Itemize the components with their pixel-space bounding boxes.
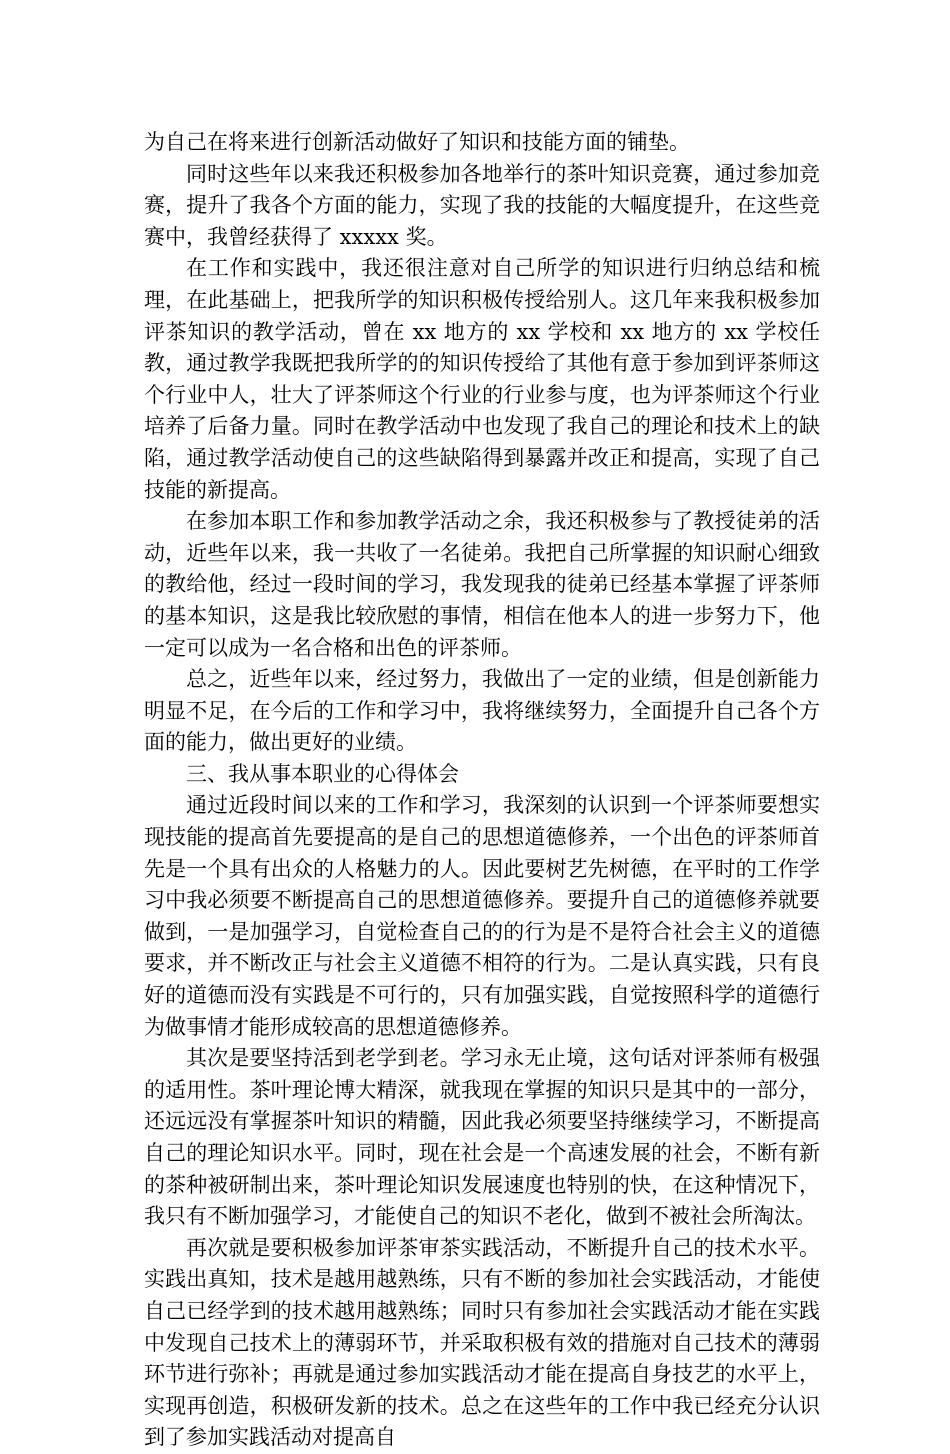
paragraph-5: 总之，近些年以来，经过努力，我做出了一定的业绩，但是创新能力明显不足，在今后的工作和学习中，我将继续努力，全面提升自己各个方面的能力，做出更好的业绩。 xyxy=(144,667,820,755)
paragraph-3: 在工作和实践中，我还很注意对自己所学的知识进行归纳总结和梳理，在此基础上，把我所学的知识积极传授给别人。这几年来我积极参加评茶知识的教学活动，曾在 xx 地方的 xx 学校和 xx 地方的 xx 学校任教，通过教学我既把我所学的的知识传授给了其他有意于参加到评茶师这个行业中人，壮大了评茶师这个行业的行业参与度，也为评茶师这个行业培养了后备力量。同时在教学活动中也发现了我自己的理论和技术上的缺陷，通过教学活动使自己的这些缺陷得到暴露并改正和提高，实现了自己技能的新提高。 xyxy=(144,256,820,502)
paragraph-9: 再次就是要积极参加评茶审茶实践活动，不断提升自己的技术水平。实践出真知，技术是越用越熟练，只有不断的参加社会实践活动，才能使自己已经学到的技术越用越熟练；同时只有参加社会实践活动才能在实践中发现自己技术上的薄弱环节，并采取积极有效的措施对自己技术的薄弱环节进行弥补；再就是通过参加实践活动才能在提高自身技艺的水平上，实现再创造，积极研发新的技术。总之在这些年的工作中我已经充分认识到了参加实践活动对提高自 xyxy=(144,1235,820,1450)
paragraph-4: 在参加本职工作和参加教学活动之余，我还积极参与了教授徒弟的活动，近些年以来，我一共收了一名徒弟。我把自己所掌握的知识耐心细致的教给他，经过一段时间的学习，我发现我的徒弟已经基本掌握了评茶师的基本知识，这是我比较欣慰的事情，相信在他本人的进一步努力下，他一定可以成为一名合格和出色的评茶师。 xyxy=(144,509,820,660)
document-body xyxy=(144,127,820,1454)
section-heading: 三、我从事本职业的心得体会 xyxy=(186,761,459,786)
paragraph-1: 为自己在将来进行创新活动做好了知识和技能方面的铺垫。 xyxy=(144,130,690,154)
paragraph-8: 其次是要坚持活到老学到老。学习永无止境，这句话对评茶师有极强的适用性。茶叶理论博大精深，就我现在掌握的知识只是其中的一部分，还远远没有掌握茶叶知识的精髓，因此我必须要坚持继续学习，不断提高自己的理论知识水平。同时，现在社会是一个高速发展的社会，不断有新的茶种被研制出来，茶叶理论知识发展速度也特别的快，在这种情况下，我只有不断加强学习，才能使自己的知识不老化，做到不被社会所淘汰。 xyxy=(144,1046,820,1229)
paragraph-2: 同时这些年以来我还积极参加各地举行的茶叶知识竞赛，通过参加竞赛，提升了我各个方面的能力，实现了我的技能的大幅度提升，在这些竞赛中，我曾经获得了 xxxxx 奖。 xyxy=(144,161,820,249)
paragraph-7: 通过近段时间以来的工作和学习，我深刻的认识到一个评茶师要想实现技能的提高首先要提高的是自己的思想道德修养，一个出色的评茶师首先是一个具有出众的人格魅力的人。因此要树艺先树德，在平时的工作学习中我必须要不断提高自己的思想道德修养。要提升自己的道德修养就要做到，一是加强学习，自觉检查自己的的行为是不是符合社会主义的道德要求，并不断改正与社会主义道德不相符的行为。二是认真实践，只有良好的道德而没有实践是不可行的，只有加强实践，自觉按照科学的道德行为做事情才能形成较高的思想道德修养。 xyxy=(144,793,820,1039)
